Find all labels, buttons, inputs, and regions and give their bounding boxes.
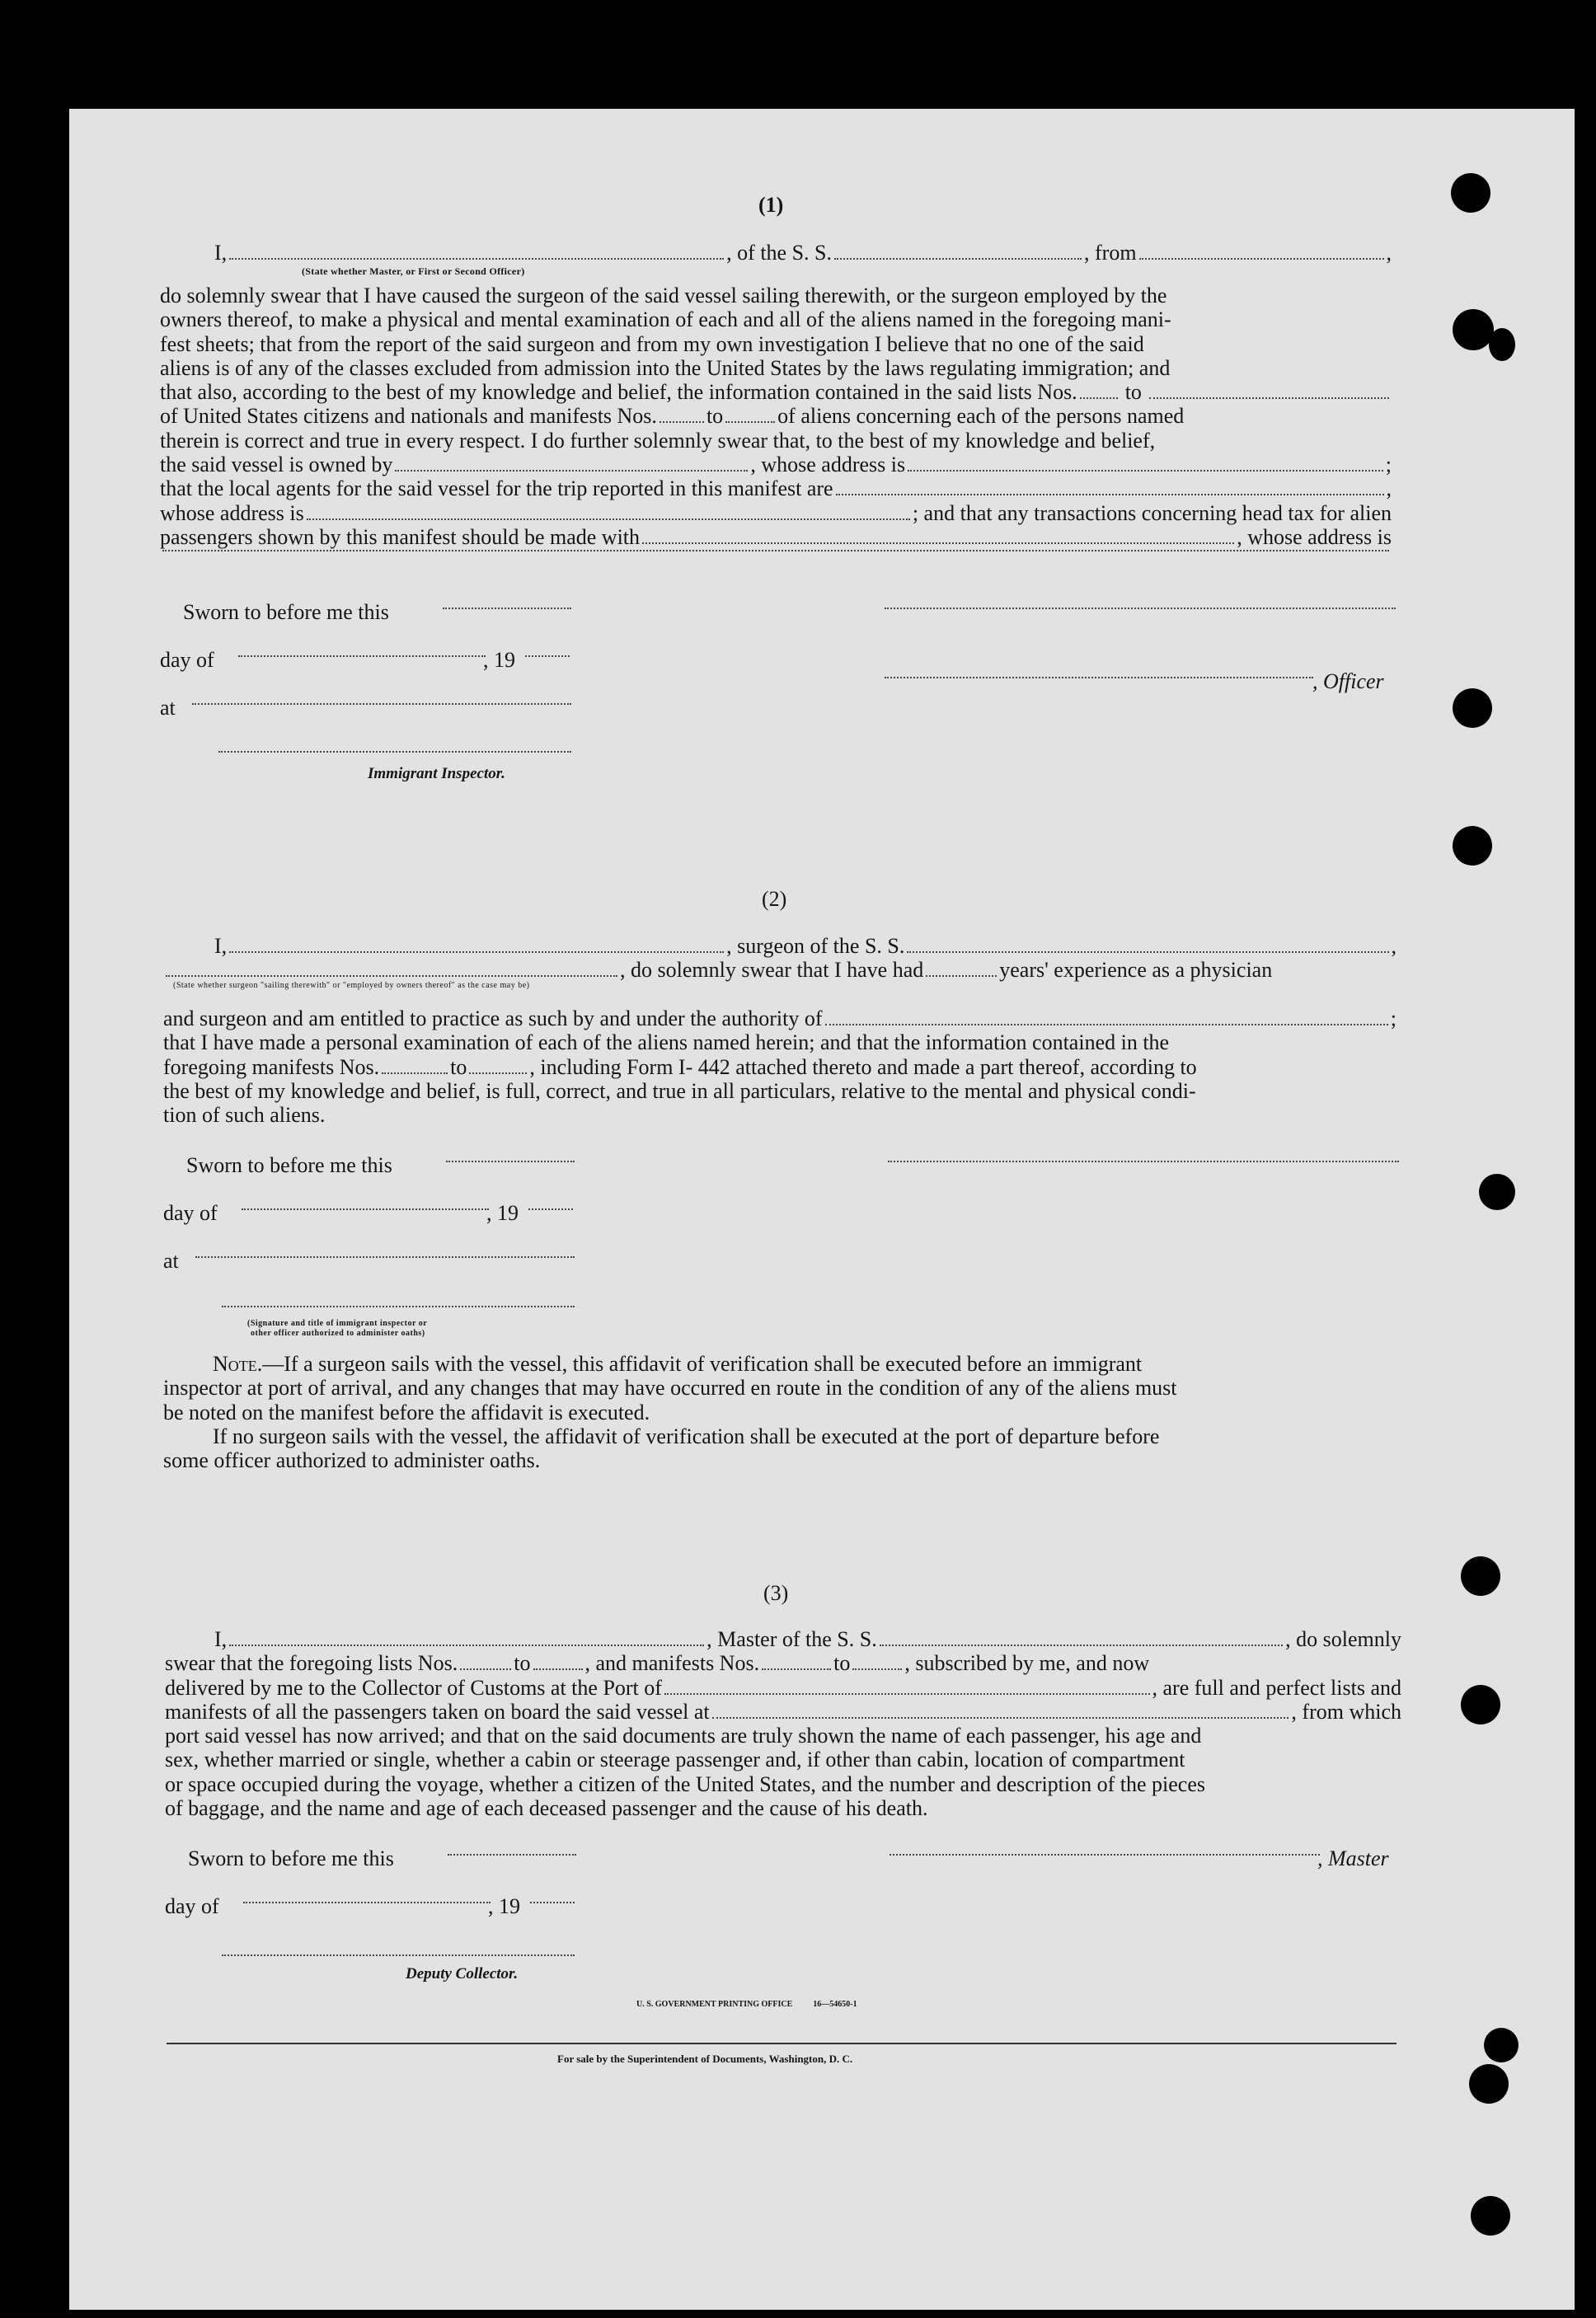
sale-notice: For sale by the Superintendent of Documents, Washington, D. C. [557,2053,853,2065]
port-field[interactable] [664,1692,1150,1695]
local-agents-field[interactable] [836,493,1384,495]
section-3-body: I, , Master of the S. S. , do solemnly swear that the foregoing lists Nos. to , and manifests Nos. to , subscribed by me, and now delivered by me to the Collector of Customs at the Port of , are full and perfect lists and manifests of all the passengers taken on board the said vessel at , from which port said vessel has now arrived; and that on the said documents are truly shown the name of each passenger, his age and sex, whether married or single, whether a cabin or steerage passenger and, if other than cabin, location of compartment or space occupied during the voyage, whether a citizen of the United States, and the number and description of the pieces of baggage, and the name and age of each deceased passenger and the cause of his death. [165,1627,1401,1821]
lists-from-field[interactable] [1080,396,1118,399]
sworn-label: Sworn to before me this [183,600,389,624]
signature-note: other officer authorized to administer oaths) [251,1329,425,1338]
sworn-date-field[interactable] [443,607,571,609]
punch-hole [1484,2028,1519,2062]
lists-from-field[interactable] [460,1668,511,1670]
year-field[interactable] [530,1901,575,1903]
section-1-body: I, , of the S. S. , from , [214,241,1392,265]
officer-name-field[interactable] [229,257,724,260]
section-number: (2) [762,887,787,911]
day-of-field[interactable] [242,1208,489,1210]
punch-hole [1451,173,1490,213]
punch-hole [1453,309,1494,350]
punch-hole [1453,688,1492,728]
inspector-signature-field[interactable] [218,750,571,753]
officer-signature-field[interactable] [885,607,1396,609]
year-label: , 19 [488,1894,520,1918]
year-label: , 19 [486,1201,519,1225]
manifests-from-field[interactable] [382,1072,448,1074]
collector-label: Deputy Collector. [406,1965,519,1982]
manifests-from-field[interactable] [660,420,704,423]
at-field[interactable] [192,702,571,705]
lists-to-field[interactable] [1149,396,1389,399]
at-field[interactable] [195,1255,575,1258]
manifests-to-field[interactable] [725,420,775,423]
inspector-label: Immigrant Inspector. [368,765,505,782]
field-note: (State whether Master, or First or Second Officer) [302,265,525,277]
officer-title-field[interactable] [885,676,1313,678]
master-label: , Master [1317,1846,1389,1870]
owner-field[interactable] [395,469,748,472]
owner-address-field[interactable] [908,469,1383,472]
manifests-to-field[interactable] [852,1668,902,1670]
day-of-field[interactable] [238,655,486,657]
manifests-to-field[interactable] [469,1072,527,1074]
vessel-name-field[interactable] [834,257,1082,260]
day-of-label: day of [163,1201,218,1225]
divider [167,2043,1396,2044]
field-note: (State whether surgeon "sailing therewith" or "employed by owners thereof" as the case may be) [173,981,530,990]
punch-hole [1469,2064,1509,2104]
master-vessel-field[interactable] [880,1644,1283,1646]
at-label: at [160,696,176,720]
years-experience-field[interactable] [926,974,997,977]
year-field[interactable] [528,1208,573,1210]
section-1-paragraph: do solemnly swear that I have caused the surgeon of the said vessel sailing therewith, or the surgeon employed by the owners thereof, to make a physical and mental examination of each and all of the aliens named in the foregoing mani- fest sheets; that from the report of the said surgeon and from my own investigation I believe that no one of the said aliens is of any of the classes excluded from admission into the United States by the laws regulating immigration; and that also, according to the best of my knowledge and belief, the information contained in the said lists Nos. to of United States citizens and nationals and manifests Nos. to of aliens concerning each of the persons named therein is correct and true in every respect. I do further solemnly swear that, to the best of my knowledge and belief, the said vessel is owned by , whose address is ; that the local agents for the said vessel for the trip reported in this manifest are , whose address is ; and that any transactions concerning head tax for alien passengers shown by this manifest should be made with , whose address is [160,284,1392,574]
collector-signature-field[interactable] [222,1954,575,1956]
manifests-from-field[interactable] [762,1668,831,1670]
punch-hole [1461,1685,1500,1724]
year-label: , 19 [483,648,515,672]
official-signature-field[interactable] [222,1305,575,1307]
day-of-label: day of [160,648,214,672]
verification-note: Note.—If a surgeon sails with the vessel, this affidavit of verification shall be executed before an immigrant inspector at port of arrival, and any changes that may have occurred en route in the condition of any of the aliens must be noted on the manifest before the affidavit is executed. If no surgeon sails with the vessel, the affidavit of verification shall be executed at the port of departure before some officer authorized to administer oaths. [163,1352,1177,1473]
sworn-date-field[interactable] [448,1853,576,1856]
sworn-date-field[interactable] [446,1160,575,1162]
section-2-body: I, , surgeon of the S. S. , , do solemnly swear that I have had years' experience as a physician [163,934,1396,983]
authority-field[interactable] [825,1023,1388,1025]
master-name-field[interactable] [229,1644,704,1646]
agents-address-field[interactable] [307,518,910,520]
surgeon-signature-field[interactable] [888,1160,1399,1162]
punch-hole [1471,2196,1510,2236]
sworn-label: Sworn to before me this [188,1846,394,1870]
surgeon-vessel-field[interactable] [907,950,1388,953]
section-2-paragraph: and surgeon and am entitled to practice as such by and under the authority of ; that I have made a personal examination of each of the aliens named herein; and that the information contained in the foregoing manifests Nos. to , including Form I- 442 attached thereto and made a part thereof, according to the best of my knowledge and belief, is full, correct, and true in all particulars, relative to the mental and physical condi- tion of such aliens. [163,1006,1396,1128]
section-number: (3) [763,1581,789,1605]
section-number: (1) [758,193,784,217]
embarkation-port-field[interactable] [712,1716,1289,1719]
sworn-label: Sworn to before me this [186,1153,392,1177]
head-tax-address-field[interactable] [162,549,1389,551]
day-of-label: day of [165,1894,219,1918]
officer-label: , Officer [1312,669,1384,693]
lists-to-field[interactable] [533,1668,583,1670]
signature-note: (Signature and title of immigrant inspector or [247,1319,428,1328]
master-signature-field[interactable] [890,1853,1320,1856]
day-of-field[interactable] [243,1901,491,1903]
at-label: at [163,1249,179,1273]
surgeon-name-field[interactable] [229,950,724,953]
printer-imprint: U. S. GOVERNMENT PRINTING OFFICE 16—54650-1 [636,2000,857,2009]
year-field[interactable] [525,655,570,657]
port-from-field[interactable] [1139,257,1384,260]
punch-hole [1461,1556,1500,1596]
surgeon-status-field[interactable] [166,974,617,977]
punch-hole [1489,328,1515,361]
punch-hole [1479,1174,1515,1210]
head-tax-contact-field[interactable] [642,542,1234,544]
punch-hole [1453,826,1492,866]
